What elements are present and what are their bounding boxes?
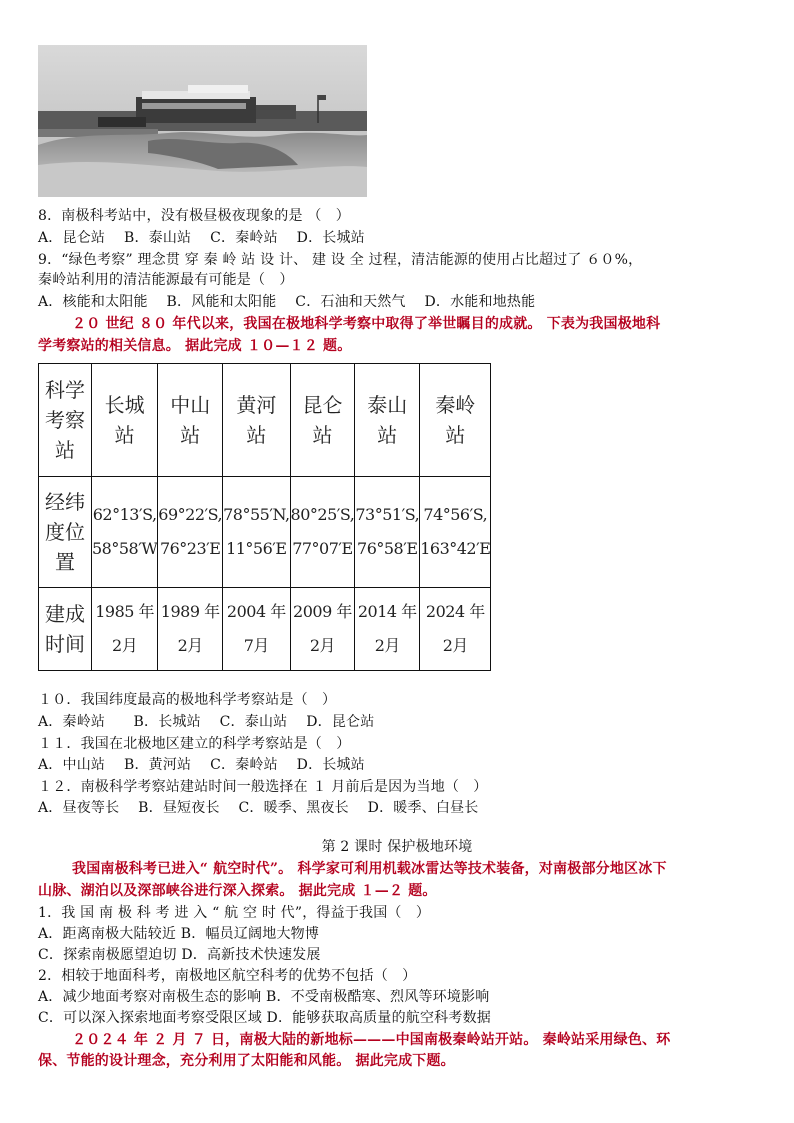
q1-stem: 1．我 国 南 极 科 考 进 入 “ 航 空 时 代”，得益于我国（ ）	[38, 905, 431, 921]
station-time-zhongshan: 1989 年 2月	[158, 588, 223, 671]
station-time-qinling: 2024 年 2月	[420, 588, 491, 671]
station-name-qinling: 秦岭 站	[420, 364, 491, 477]
table-time-label: 建成 时间	[39, 588, 92, 671]
section-title: 第 2 课时 保护极地环境	[321, 839, 473, 855]
q9-stem-line-2: 秦岭站利用的清洁能源最有可能是（ ）	[38, 272, 294, 288]
q11-stem: １１．我国在北极地区建立的科学考察站是（ ）	[38, 736, 351, 752]
table-row-coordinates	[39, 477, 491, 588]
q1-options-ab: A．距离南极大陆较近 B．幅员辽阔地大物博	[38, 926, 320, 942]
q9-stem-line-1: 9．“绿色考察” 理念贯 穿 秦 岭 站 设 计、 建 设 全 过程，清洁能源的使用占比超过了 ６０%，	[38, 252, 643, 268]
intro-10-12-line-1: ２０ 世纪 ８０ 年代以来，我国在极地科学考察中取得了举世瞩目的成就。 下表为我国极地科	[72, 316, 661, 332]
station-time-taishan: 2014 年 2月	[355, 588, 420, 671]
q9-options: A．核能和太阳能 B．风能和太阳能 C．石油和天然气 D．水能和地热能	[38, 294, 536, 310]
q10-options: A．秦岭站 B．长城站 C．泰山站 D．昆仑站	[38, 714, 375, 730]
intro-1-2-line-2: 山脉、湖泊以及深部峡谷进行深入探索。 据此完成 １—２ 题。	[38, 883, 437, 899]
station-time-changcheng: 1985 年 2月	[92, 588, 158, 671]
q8-stem: 8．南极科考站中，没有极昼极夜现象的是 （ ）	[38, 208, 350, 224]
q10-stem: １０．我国纬度最高的极地科学考察站是（ ）	[38, 692, 337, 708]
station-time-huanghe: 2004 年 7月	[223, 588, 290, 671]
station-coord-huanghe: 78°55′N, 11°56′E	[223, 477, 290, 588]
table-row-build-time	[39, 588, 491, 671]
intro-1-2-line-1: 我国南极科考已进入“ 航空时代”。 科学家可利用机载冰雷达等技术装备，对南极部分地区冰下	[72, 861, 667, 877]
stations-table	[38, 363, 491, 671]
table-row-station-names	[39, 364, 491, 477]
station-photo	[38, 45, 367, 197]
q2-options-ab: A．减少地面考察对南极生态的影响 B．不受南极酷寒、烈风等环境影响	[38, 989, 490, 1005]
station-coord-qinling: 74°56′S, 163°42′E	[420, 477, 491, 588]
table-coord-label: 经纬 度位 置	[39, 477, 92, 588]
station-coord-zhongshan: 69°22′S, 76°23′E	[158, 477, 223, 588]
station-coord-changcheng: 62°13′S, 58°58′W	[92, 477, 158, 588]
q2-stem: 2．相较于地面科考，南极地区航空科考的优势不包括（ ）	[38, 968, 417, 984]
station-photo-graphic	[38, 45, 367, 197]
q2-options-cd: C．可以深入探索地面考察受限区域 D．能够获取高质量的航空科考数据	[38, 1010, 491, 1026]
q1-options-cd: C．探索南极愿望迫切 D．高新技术快速发展	[38, 947, 321, 963]
station-name-huanghe: 黄河 站	[223, 364, 290, 477]
intro-last-line-1: ２０２４ 年 ２ 月 ７ 日，南极大陆的新地标———中国南极秦岭站开站。 秦岭站采用绿色、环	[72, 1032, 671, 1048]
station-coord-kunlun: 80°25′S, 77°07′E	[290, 477, 355, 588]
station-name-changcheng: 长城 站	[92, 364, 158, 477]
q11-options: A．中山站 B．黄河站 C．秦岭站 D．长城站	[38, 757, 365, 773]
q12-stem: １２．南极科学考察站建站时间一般选择在 １ 月前后是因为当地（ ）	[38, 779, 488, 795]
station-name-taishan: 泰山 站	[355, 364, 420, 477]
intro-10-12-line-2: 学考察站的相关信息。 据此完成 １０—１２ 题。	[38, 338, 352, 354]
intro-last-line-2: 保、节能的设计理念，充分利用了太阳能和风能。 据此完成下题。	[38, 1053, 455, 1069]
station-name-zhongshan: 中山 站	[158, 364, 223, 477]
station-coord-taishan: 73°51′S, 76°58′E	[355, 477, 420, 588]
table-header-label: 科学 考察 站	[39, 364, 92, 477]
station-time-kunlun: 2009 年 2月	[290, 588, 355, 671]
station-name-kunlun: 昆仑 站	[290, 364, 355, 477]
q8-options: A．昆仑站 B．泰山站 C．秦岭站 D．长城站	[38, 230, 365, 246]
q12-options: A．昼夜等长 B．昼短夜长 C．暖季、黑夜长 D．暖季、白昼长	[38, 800, 479, 816]
